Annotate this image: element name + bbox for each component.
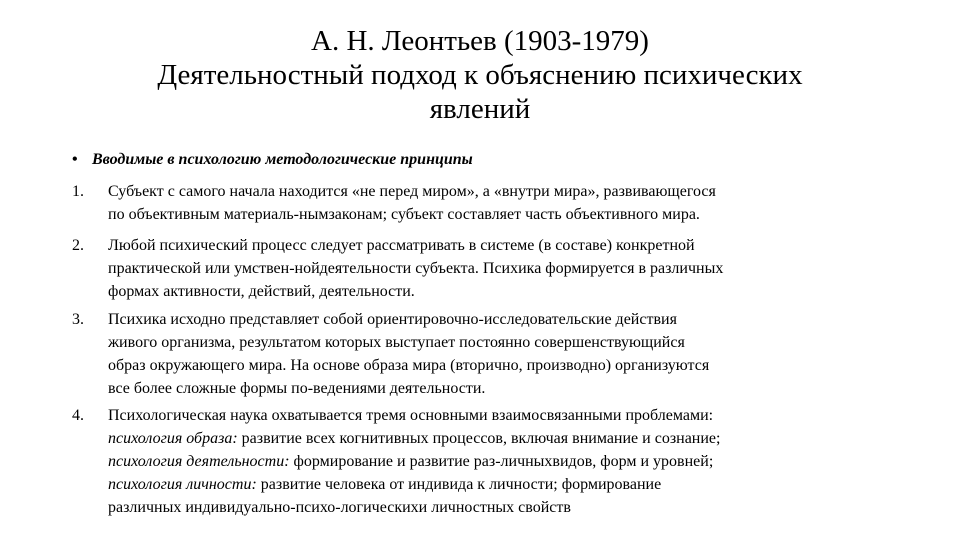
item-line: все более сложные формы по-ведениями деятельности. (108, 380, 486, 397)
term-description: формирование и развитие раз-личныхвидов, форм и уровней; (289, 453, 714, 470)
principle-item-2 (72, 234, 892, 303)
title-line-2: Деятельностный подход к объяснению психических (157, 59, 803, 91)
item-line: живого организма, результатом которых выступает постоянно совершенствующийся (108, 334, 685, 351)
principle-item-1 (72, 180, 892, 226)
item-number: 1. (72, 183, 84, 200)
item-line: Психика исходно представляет собой ориентировочно-исследовательские действия (108, 311, 677, 328)
principles-heading-text: Вводимые в психологию методологические принципы (92, 151, 473, 168)
item-number: 3. (72, 311, 84, 328)
item-line (72, 427, 892, 450)
item-number: 4. (72, 407, 84, 424)
term-image-psychology: психология образа: (108, 430, 238, 447)
item-line (72, 450, 892, 473)
item-line (72, 473, 892, 496)
term-personality-psychology: психология личности: (108, 476, 257, 493)
bullet-dot-icon: • (72, 151, 78, 168)
principle-item-3 (72, 308, 892, 400)
item-line: образ окружающего мира. На основе образа мира (вторично, производно) организуются (108, 357, 710, 374)
slide-title (60, 24, 900, 126)
item-line: по объективным материаль-нымзаконам; субъект составляет часть объективного мира. (108, 206, 700, 223)
term-activity-psychology: психология деятельности: (108, 453, 290, 470)
item-line: различных индивидуально-психо-логическихи личностных свойств (108, 499, 571, 516)
item-line: Любой психический процесс следует рассматривать в системе (в составе) конкретной (108, 237, 695, 254)
title-line-3: явлений (429, 93, 531, 125)
item-line: Психологическая наука охватывается тремя основными взаимосвязанными проблемами: (108, 407, 714, 424)
item-line: Субъект с самого начала находится «не перед миром», а «внутри мира», развивающегося (108, 183, 716, 200)
principle-item-4 (72, 404, 892, 519)
item-line: практической или умствен-нойдеятельности субъекта. Психика формируется в различных (108, 260, 724, 277)
item-number: 2. (72, 237, 84, 254)
term-description: развитие всех когнитивных процессов, включая внимание и сознание; (237, 430, 721, 447)
principles-heading (72, 150, 473, 170)
item-line: формах активности, действий, деятельности. (108, 283, 415, 300)
term-description: развитие человека от индивида к личности; формирование (256, 476, 662, 493)
title-line-1: А. Н. Леонтьев (1903-1979) (311, 25, 649, 57)
